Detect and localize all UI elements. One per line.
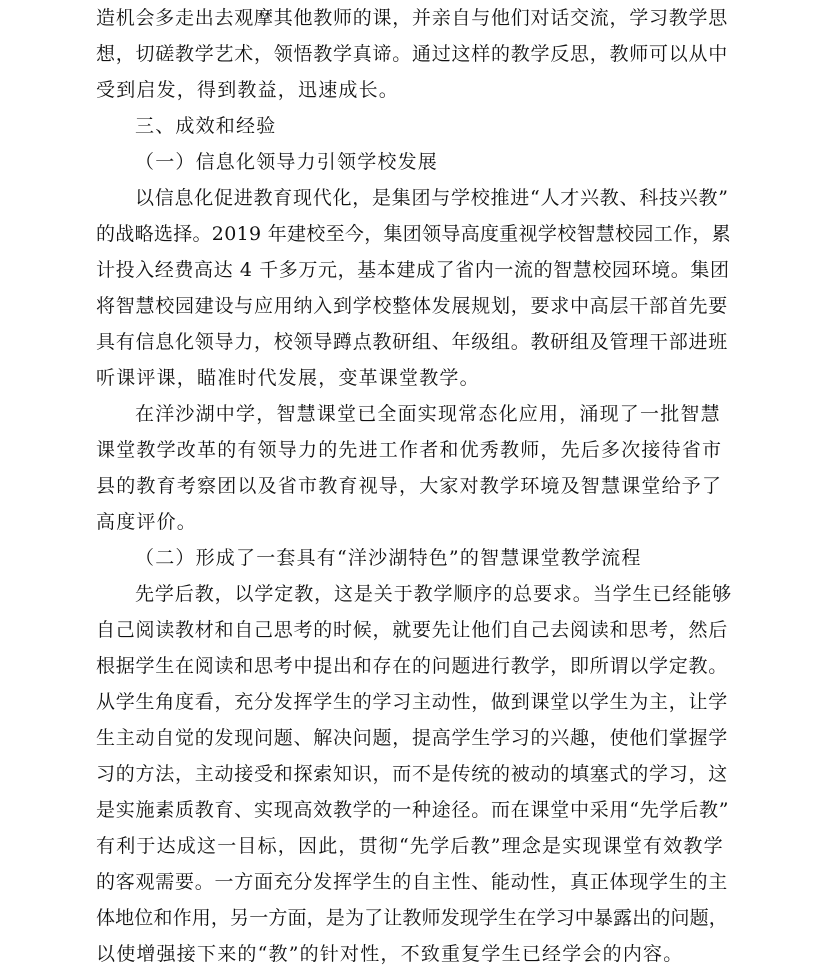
subsection-heading: （二）形成了一套具有“洋沙湖特色”的智慧课堂教学流程 [135, 547, 642, 569]
text-line: 的战略选择。2019 年建校至今，集团领导高度重视学校智慧校园工作，累 [96, 223, 731, 245]
text-line: 有利于达成这一目标，因此，贯彻“先学后教”理念是实现课堂有效教学 [96, 835, 724, 857]
text-line: 的客观需要。一方面充分发挥学生的自主性、能动性，真正体现学生的主 [96, 871, 729, 893]
paragraph-first-line: 以信息化促进教育现代化，是集团与学校推进“人才兴教、科技兴教” [135, 187, 729, 209]
text-line: 从学生角度看，充分发挥学生的学习主动性，做到课堂以学生为主，让学 [96, 691, 729, 713]
paragraph-first-line: 先学后教，以学定教，这是关于教学顺序的总要求。当学生已经能够 [135, 583, 733, 605]
text-line: 计投入经费高达 4 千多万元，基本建成了省内一流的智慧校园环境。集团 [96, 259, 730, 281]
text-line: 习的方法，主动接受和探索知识，而不是传统的被动的填塞式的学习，这 [96, 763, 729, 785]
text-line: 造机会多走出去观摩其他教师的课，并亲自与他们对话交流，学习教学思 [96, 7, 729, 29]
text-line: 体地位和作用，另一方面，是为了让教师发现学生在学习中暴露出的问题， [96, 907, 728, 929]
text-line: 想，切磋教学艺术，领悟教学真谛。通过这样的教学反思，教师可以从中 [96, 43, 729, 65]
section-heading: 三、成效和经验 [135, 115, 277, 137]
text-line: 将智慧校园建设与应用纳入到学校整体发展规划，要求中高层干部首先要 [96, 295, 729, 317]
text-line: 生主动自觉的发现问题、解决问题，提高学生学习的兴趣，使他们掌握学 [96, 727, 729, 749]
text-line: 受到启发，得到教益，迅速成长。 [96, 79, 400, 101]
text-line: 高度评价。 [96, 511, 198, 533]
text-line: 是实施素质教育、实现高效教学的一种途径。而在课堂中采用“先学后教” [96, 799, 730, 821]
text-line: 县的教育考察团以及省市教育视导，大家对教学环境及智慧课堂给予了 [96, 475, 723, 497]
text-line: 课堂教学改革的有领导力的先进工作者和优秀教师，先后多次接待省市 [96, 439, 723, 461]
text-line: 根据学生在阅读和思考中提出和存在的问题进行教学，即所谓以学定教。 [96, 655, 729, 677]
text-line: 听课评课，瞄准时代发展，变革课堂教学。 [96, 367, 480, 389]
text-line: 自己阅读教材和自己思考的时候，就要先让他们自己去阅读和思考，然后 [96, 619, 729, 641]
text-line: 以使增强接下来的“教”的针对性，不致重复学生已经学会的内容。 [96, 943, 684, 965]
paragraph-first-line: 在洋沙湖中学，智慧课堂已全面实现常态化应用，涌现了一批智慧 [135, 403, 721, 425]
text-line: 具有信息化领导力，校领导蹲点教研组、年级组。教研组及管理干部进班 [96, 331, 729, 353]
subsection-heading: （一）信息化领导力引领学校发展 [135, 151, 439, 173]
